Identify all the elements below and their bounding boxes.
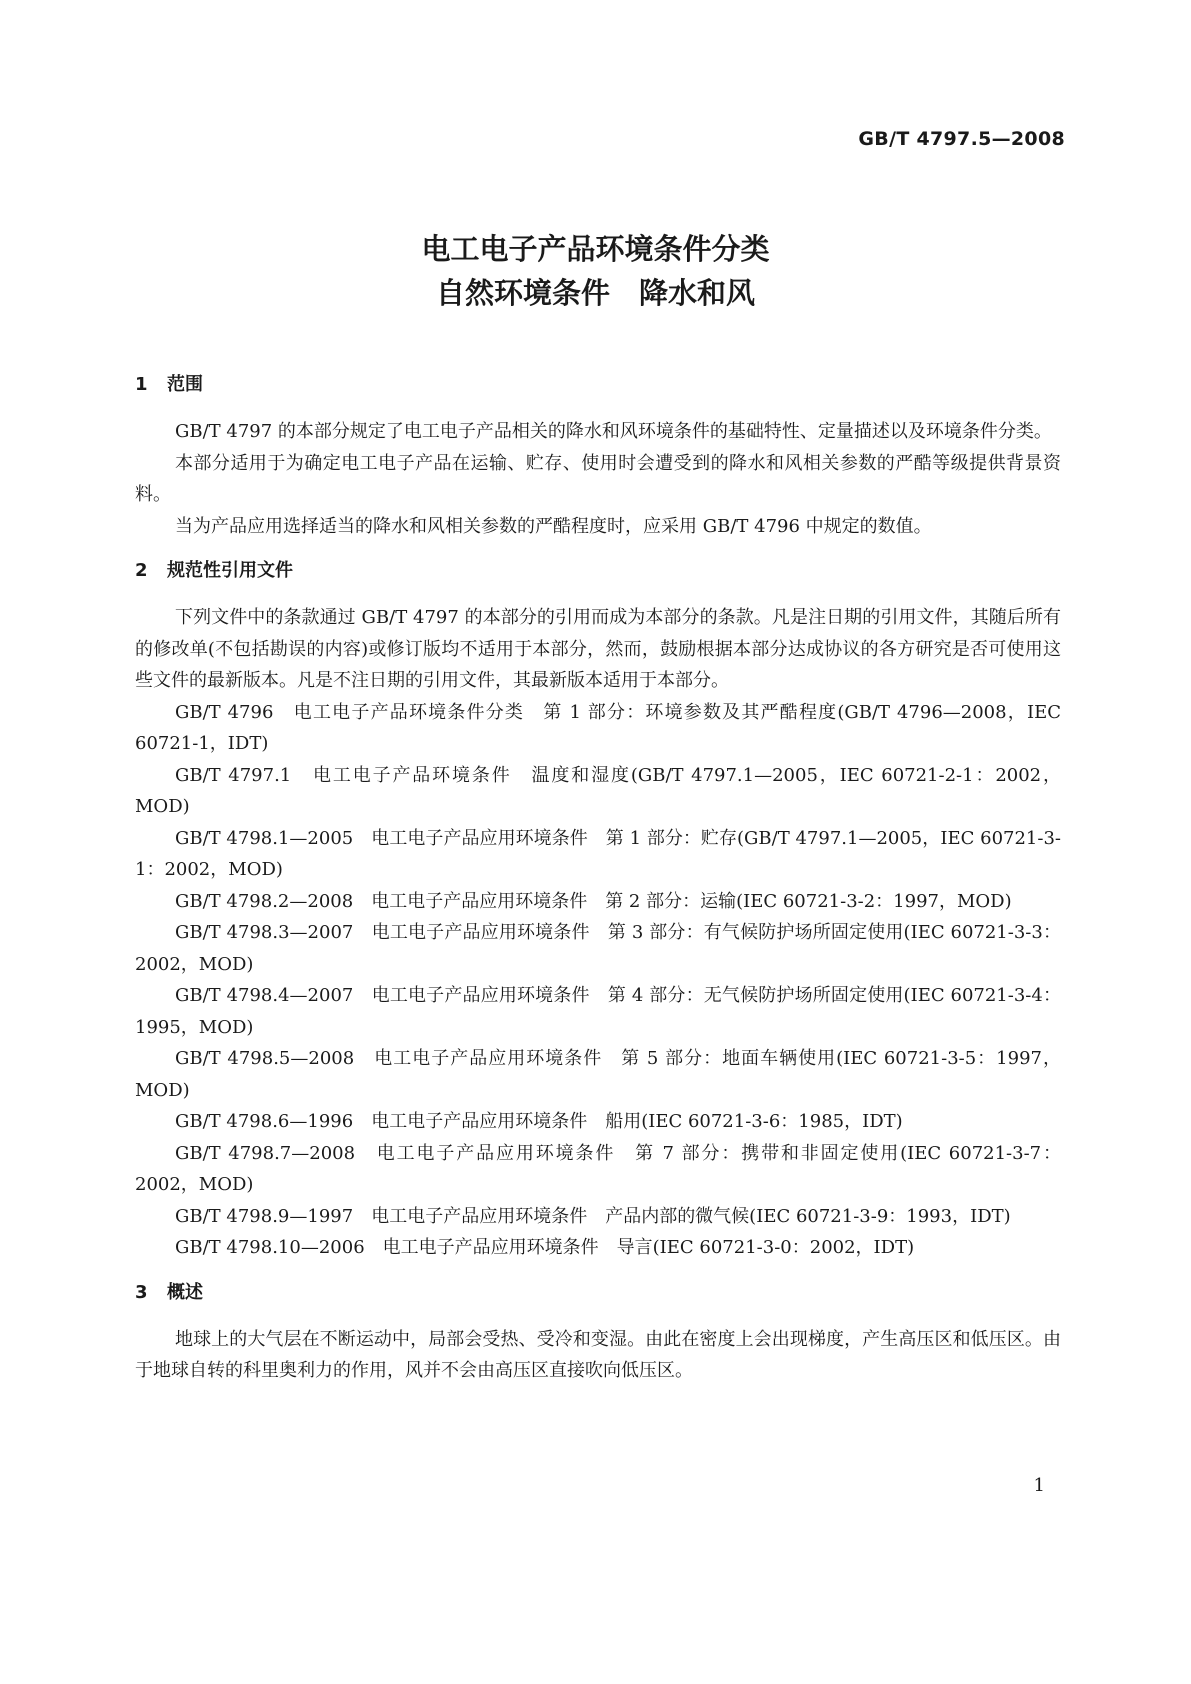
reference-item: GB/T 4798.10—2006 电工电子产品应用环境条件 导言(IEC 60721-3-0：2002，IDT) — [175, 1237, 915, 1258]
document-title — [0, 227, 1191, 315]
section-heading — [135, 1278, 1061, 1308]
document-body — [135, 370, 1061, 1401]
section-number: 1 — [135, 374, 148, 395]
standard-code: GB/T 4797.5—2008 — [858, 128, 1065, 150]
section-overview — [135, 1278, 1061, 1387]
paragraph: 本部分适用于为确定电工电子产品在运输、贮存、使用时会遭受到的降水和风相关参数的严酷等级提供背景资料。 — [135, 452, 1061, 505]
reference-item: GB/T 4798.3—2007 电工电子产品应用环境条件 第 3 部分：有气候防护场所固定使用(IEC 60721-3-3：2002，MOD) — [135, 922, 1061, 975]
paragraph: GB/T 4797 的本部分规定了电工电子产品相关的降水和风环境条件的基础特性、定量描述以及环境条件分类。 — [175, 421, 1052, 442]
title-line-2: 自然环境条件 降水和风 — [435, 276, 755, 310]
reference-item: GB/T 4798.7—2008 电工电子产品应用环境条件 第 7 部分：携带和非固定使用(IEC 60721-3-7：2002，MOD) — [135, 1142, 1061, 1195]
section-normative-references — [135, 556, 1061, 1264]
reference-item: GB/T 4798.9—1997 电工电子产品应用环境条件 产品内部的微气候(IEC 60721-3-9：1993，IDT) — [175, 1205, 1011, 1227]
reference-item: GB/T 4798.5—2008 电工电子产品应用环境条件 第 5 部分：地面车辆使用(IEC 60721-3-5：1997，MOD) — [135, 1048, 1061, 1101]
section-heading — [135, 556, 1061, 586]
paragraph: 地球上的大气层在不断运动中，局部会受热、受冷和变湿。由此在密度上会出现梯度，产生高压区和低压区。由于地球自转的科里奥利力的作用，风并不会由高压区直接吹向低压区。 — [135, 1328, 1061, 1381]
reference-item: GB/T 4798.2—2008 电工电子产品应用环境条件 第 2 部分：运输(IEC 60721-3-2：1997，MOD) — [175, 890, 1012, 912]
section-number: 3 — [135, 1281, 148, 1303]
section-scope — [135, 370, 1061, 542]
section-title: 概述 — [167, 1281, 203, 1303]
section-title: 规范性引用文件 — [167, 560, 293, 581]
title-line-1: 电工电子产品环境条件分类 — [421, 232, 770, 266]
section-number: 2 — [135, 560, 148, 581]
section-heading — [135, 370, 1061, 400]
paragraph: 下列文件中的条款通过 GB/T 4797 的本部分的引用而成为本部分的条款。凡是注日期的引用文件，其随后所有的修改单(不包括勘误的内容)或修订版均不适用于本部分，然而，鼓励根据本部分达成协议的各方研究是否可使用这些文件的最新版本。凡是不注日期的引用文件，其最新版本适用于本部分。 — [135, 607, 1061, 691]
paragraph: 当为产品应用选择适当的降水和风相关参数的严酷程度时，应采用 GB/T 4796 中规定的数值。 — [175, 515, 932, 537]
reference-item: GB/T 4797.1 电工电子产品环境条件 温度和湿度(GB/T 4797.1—2005，IEC 60721-2-1：2002，MOD) — [135, 764, 1061, 817]
reference-item: GB/T 4798.6—1996 电工电子产品应用环境条件 船用(IEC 60721-3-6：1985，IDT) — [175, 1111, 903, 1132]
page-number: 1 — [1033, 1475, 1045, 1496]
reference-item: GB/T 4796 电工电子产品环境条件分类 第 1 部分：环境参数及其严酷程度(GB/T 4796—2008，IEC 60721-1，IDT) — [135, 701, 1061, 754]
reference-item: GB/T 4798.4—2007 电工电子产品应用环境条件 第 4 部分：无气候防护场所固定使用(IEC 60721-3-4：1995，MOD) — [135, 985, 1061, 1038]
section-title: 范围 — [167, 374, 203, 395]
reference-item: GB/T 4798.1—2005 电工电子产品应用环境条件 第 1 部分：贮存(GB/T 4797.1—2005，IEC 60721-3-1：2002，MOD) — [135, 827, 1061, 880]
